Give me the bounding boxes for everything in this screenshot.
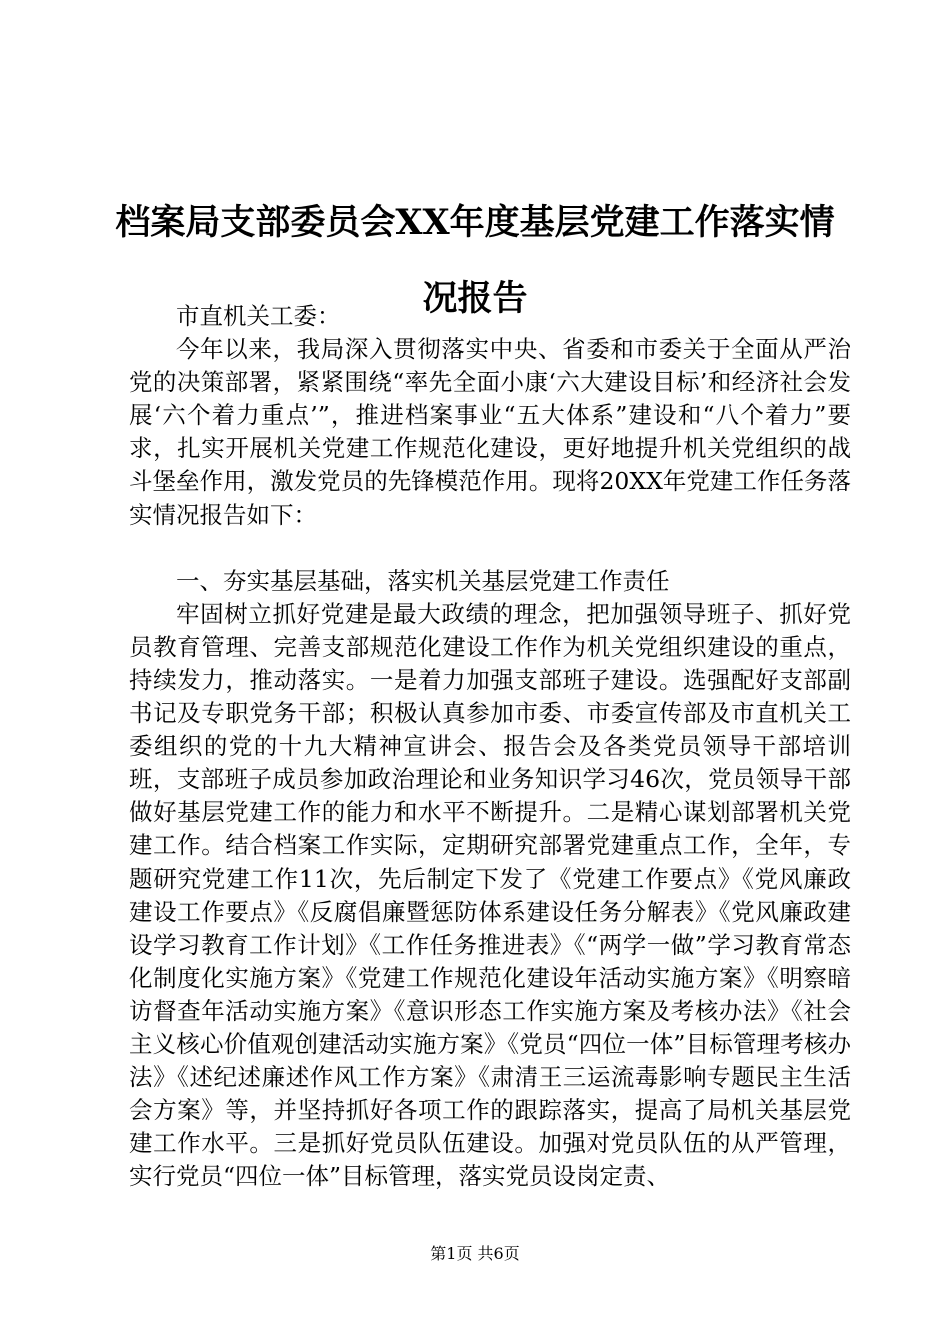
document-body (129, 300, 851, 1193)
document-title: 档案局支部委员会XX年度基层党建工作落实情况报告 (115, 202, 835, 319)
page-footer: 第1页 共6页 (430, 1244, 520, 1263)
section-heading: 一、夯实基层基础，落实机关基层党建工作责任 (176, 566, 670, 595)
salutation: 市直机关工委： (176, 302, 341, 330)
section-paragraph: 牢固树立抓好党建是最大政绩的理念，把加强领导班子、抓好党员教育管理、完善支部规范化建设工作作为机关党组织建设的重点，持续发力，推动落实。一是着力加强支部班子建设。选强配好支部副书记及专职党务干部；积极认真参加市委、市委宣传部及市直机关工委组织的党的十九大精神宣讲会、报告会及各类党员领导干部培训班，支部班子成员参加政治理论和业务知识学习46次，党员领导干部做好基层党建工作的能力和水平不断提升。二是精心谋划部署机关党建工作。结合档案工作实际，定期研究部署党建重点工作，全年，专题研究党建工作11次，先后制定下发了《党建工作要点》《党风廉政建设工作要点》《反腐倡廉暨惩防体系建设任务分解表》《党风廉政建设学习教育工作计划》《工作任务推进表》《“两学一做”学习教育常态化制度化实施方案》《党建工作规范化建设年活动实施方案》《明察暗访督查年活动实施方案》《意识形态工作实施方案及考核办法》《社会主义核心价值观创建活动实施方案》《党员“四位一体”目标管理考核办法》《述纪述廉述作风工作方案》《肃清王三运流毒影响专题民主生活会方案》等，并坚持抓好各项工作的跟踪落实，提高了局机关基层党建工作水平。三是抓好党员队伍建设。加强对党员队伍的从严管理，实行党员“四位一体”目标管理，落实党员设岗定责、 (129, 599, 851, 1191)
paragraph-spacer (129, 532, 851, 565)
intro-paragraph: 今年以来，我局深入贯彻落实中央、省委和市委关于全面从严治党的决策部署，紧紧围绕“率先全面小康‘六大建设目标’和经济社会发展‘六个着力重点’”，推进档案事业“五大体系”建设和“八个着力”要求，扎实开展机关党建工作规范化建设，更好地提升机关党组织的战斗堡垒作用，激发党员的先锋模范作用。现将20XX年党建工作任务落实情况报告如下： (129, 335, 851, 529)
